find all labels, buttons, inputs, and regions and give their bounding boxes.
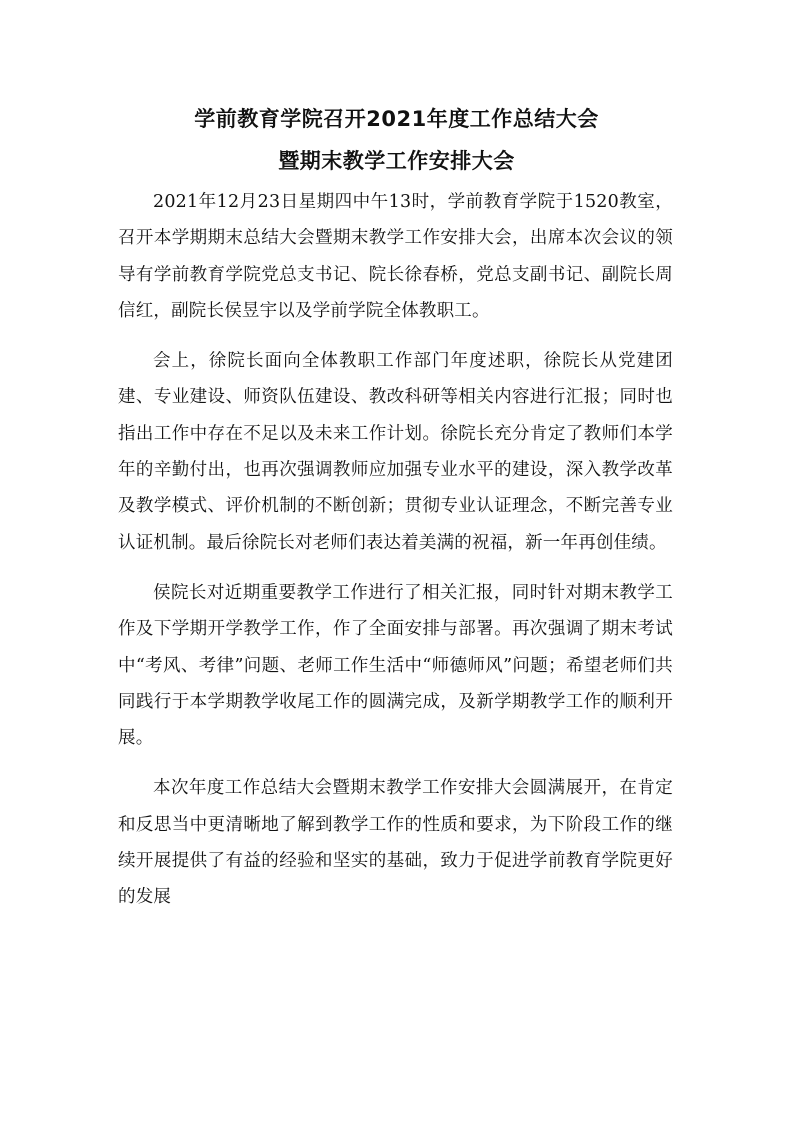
title-line-1: 学前教育学院召开2021年度工作总结大会 bbox=[194, 107, 599, 131]
paragraph-3: 侯院长对近期重要教学工作进行了相关汇报，同时针对期末教学工作及下学期开学教学工作，作了全面安排与部署。再次强调了期末考试中“考风、考律”问题、老师工作生活中“师德师风”问题；希望老师们共同践行于本学期教学收尾工作的圆满完成，及新学期教学工作的顺利开展。 bbox=[118, 582, 673, 749]
paragraph-1: 2021年12月23日星期四中午13时，学前教育学院于1520教室，召开本学期期末总结大会暨期末教学工作安排大会，出席本次会议的领导有学前教育学院党总支书记、院长徐春桥，党总支副书记、副院长周信红，副院长侯昱宇以及学前学院全体教职工。 bbox=[118, 192, 673, 321]
document-title bbox=[0, 98, 793, 182]
paragraph-2: 会上，徐院长面向全体教职工作部门年度述职，徐院长从党建团建、专业建设、师资队伍建设、教改科研等相关内容进行汇报；同时也指出工作中存在不足以及未来工作计划。徐院长充分肯定了教师们本学年的辛勤付出，也再次强调教师应加强专业水平的建设，深入教学改革及教学模式、评价机制的不断创新；贯彻专业认证理念，不断完善专业认证机制。最后徐院长对老师们表达着美满的祝福，新一年再创佳绩。 bbox=[118, 351, 673, 553]
article-body bbox=[118, 184, 673, 930]
title-line-2: 暨期末教学工作安排大会 bbox=[278, 149, 515, 173]
paragraph-4: 本次年度工作总结大会暨期末教学工作安排大会圆满展开，在肯定和反思当中更清晰地了解到教学工作的性质和要求，为下阶段工作的继续开展提供了有益的经验和坚实的基础，致力于促进学前教育学院更好的发展 bbox=[118, 778, 673, 908]
